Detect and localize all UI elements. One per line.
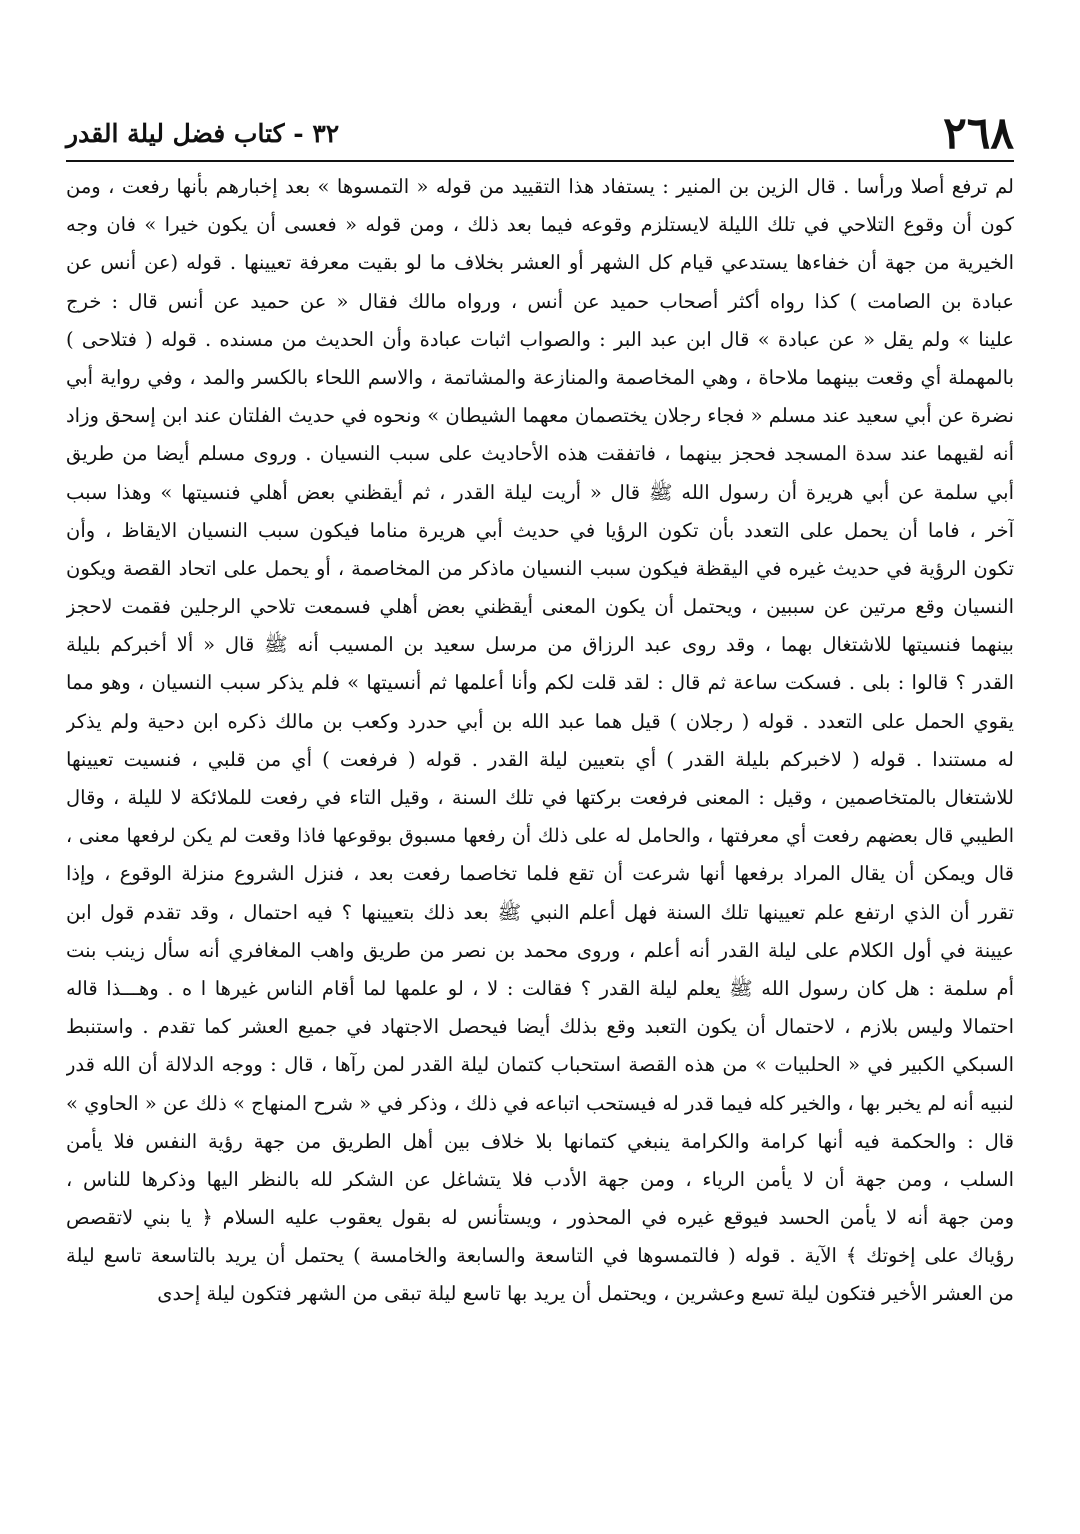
text-line: الطيبي قال بعضهم رفعت أي معرفتها ، والحامل له على ذلك أن رفعها مسبوق بوقوعها فاذا وقعت لم يكن لرفعها معنى ، (66, 825, 1014, 848)
text-line: القدر ؟ قالوا : بلى . فسكت ساعة ثم قال : لقد قلت لكم وأنا أعلمها ثم أنسيتها » فلم يذكر سبب النسيان ، وهو مما (66, 671, 1014, 695)
text-line: أبي سلمة عن أبي هريرة أن رسول الله ﷺ قال « أريت ليلة القدر ، ثم أيقظني بعض أهلي فنسيتها » وهذا سبب (66, 480, 1014, 504)
text-line: عبادة بن الصامت ) كذا رواه أكثر أصحاب حميد عن أنس ، ورواه مالك فقال « عن حميد عن أنس قال : خرج (66, 289, 1014, 313)
text-line: تقرر أن الذي ارتفع علم تعيينها تلك السنة فهل أعلم النبي ﷺ بعد ذلك بتعيينها ؟ فيه احتمال ، وقد تقدم قول ابن (66, 900, 1014, 924)
text-line: بينهما فنسيتها للاشتغال بهما ، وقد روى عبد الرزاق من مرسل سعيد بن المسيب أنه ﷺ قال « ألا أخبركم بليلة (66, 633, 1014, 657)
body-text (66, 168, 1014, 1314)
text-line: السبكي الكبير في « الحلبيات » من هذه القصة استحباب كتمان ليلة القدر لمن رآها ، قال : ووجه الدلالة أن الله قدر (66, 1053, 1014, 1077)
page-header (66, 108, 1014, 160)
text-line: آخر ، فاما أن يحمل على التعدد بأن تكون الرؤيا في حديث أبي هريرة مناما فيكون سبب النسيان الايقاظ ، وأن (66, 518, 1014, 542)
text-line: لم ترفع أصلا ورأسا . قال الزين بن المنير : يستفاد هذا التقييد من قوله « التمسوها » بعد إخبارهم بأنها رفعت ، ومن (66, 175, 1014, 198)
text-line: ومن جهة أنه لا يأمن الحسد فيوقع غيره في المحذور ، ويستأنس له بقول يعقوب عليه السلام ﴿ يا بني لاتقصص (66, 1206, 1014, 1230)
text-line: كون أن وقوع التلاحي في تلك الليلة لايستلزم وقوعه فيما بعد ذلك ، ومن قوله « فعسى أن يكون خيرا » فان وجه (66, 213, 1014, 237)
text-line: لنبيه أنه لم يخبر بها ، والخير كله فيما قدر له فيستحب اتباعه في ذلك ، وذكر في « شرح المنهاج » ذلك عن « الحاوي » (66, 1091, 1014, 1115)
text-line: أم سلمة : هل كان رسول الله ﷺ يعلم ليلة القدر ؟ فقالت : لا ، لو علمها لما أقام الناس غيرها ا ه . وهـــذا قاله (66, 976, 1014, 1000)
text-line: له مستندا . قوله ( لاخبركم بليلة القدر ) أي بتعيين ليلة القدر . قوله ( فرفعت ) أي من قلبي ، فنسيت تعيينها (66, 747, 1014, 771)
text-line: رؤياك على إخوتك ﴾ الآية . قوله ( فالتمسوها في التاسعة والسابعة والخامسة ) يحتمل أن يريد بالتاسعة تاسع ليلة (66, 1244, 1014, 1268)
text-line: يقوي الحمل على التعدد . قوله ( رجلان ) قيل هما عبد الله بن أبي حدرد وكعب بن مالك ذكره ابن دحية ولم يذكر (66, 709, 1014, 733)
text-line: أنه لقيهما عند سدة المسجد فحجز بينهما ، فاتفقت هذه الأحاديث على سبب النسيان . وروى مسلم أيضا من طريق (66, 442, 1014, 466)
text-line: نضرة عن أبي سعيد عند مسلم « فجاء رجلان يختصمان معهما الشيطان » ونحوه في حديث الفلتان عند ابن إسحق وزاد (66, 404, 1014, 428)
text-line: النسيان وقع مرتين عن سببين ، ويحتمل أن يكون المعنى أيقظني بعض أهلي فسمعت تلاحي الرجلين فقمت لاحجز (66, 595, 1014, 619)
text-line: علينا » ولم يقل « عن عبادة » قال ابن عبد البر : والصواب اثبات عبادة وأن الحديث من مسنده . قوله ( فتلاحى ) (66, 327, 1014, 351)
page-number: ٢٦٨ (943, 108, 1014, 159)
text-line: تكون الرؤية في حديث غيره في اليقظة فيكون سبب النسيان ماذكر من المخاصمة ، أو يحمل على اتحاد القصة ويكون (66, 556, 1014, 580)
running-title: ٣٢ - كتاب فضل ليلة القدر (66, 119, 340, 148)
text-line: عيينة في أول الكلام على ليلة القدر أنه أعلم ، وروى محمد بن نصر من طريق واهب المغافري أنه سأل زينب بنت (66, 938, 1014, 962)
text-line: من العشر الأخير فتكون ليلة تسع وعشرين ، ويحتمل أن يريد بها تاسع ليلة تبقى من الشهر فتكون ليلة إحدى (157, 1282, 1014, 1306)
text-line: للاشتغال بالمتخاصمين ، وقيل : المعنى فرفعت بركتها في تلك السنة ، وقيل التاء في رفعت للملائكة لا لليلة ، وقال (66, 786, 1014, 809)
text-line: بالمهملة أي وقعت بينهما ملاحاة ، وهي المخاصمة والمنازعة والمشاتمة ، والاسم اللحاء بالكسر والمد ، وفي رواية أبي (66, 365, 1014, 389)
header-rule (66, 160, 1014, 162)
text-line: قال : والحكمة فيه أنها كرامة والكرامة ينبغي كتمانها بلا خلاف بين أهل الطريق من جهة رؤية النفس فلا يأمن (66, 1129, 1014, 1153)
text-line: الخيرية من جهة أن خفاءها يستدعي قيام كل الشهر أو العشر بخلاف ما لو بقيت معرفة تعيينها . قوله (عن أنس عن (66, 251, 1014, 275)
text-line: احتمالا وليس بلازم ، لاحتمال أن يكون التعبد وقع بذلك أيضا فيحصل الاجتهاد في جميع العشر كما تقدم . واستنبط (66, 1015, 1014, 1039)
text-line: السلب ، ومن جهة أن لا يأمن الرياء ، ومن جهة الأدب فلا يتشاغل عن الشكر لله بالنظر اليها وذكرها للناس ، (66, 1167, 1014, 1191)
text-line: قال ويمكن أن يقال المراد برفعها أنها شرعت أن تقع فلما تخاصما رفعت بعد ، فنزل الشروع منزلة الوقوع ، وإذا (66, 862, 1014, 886)
